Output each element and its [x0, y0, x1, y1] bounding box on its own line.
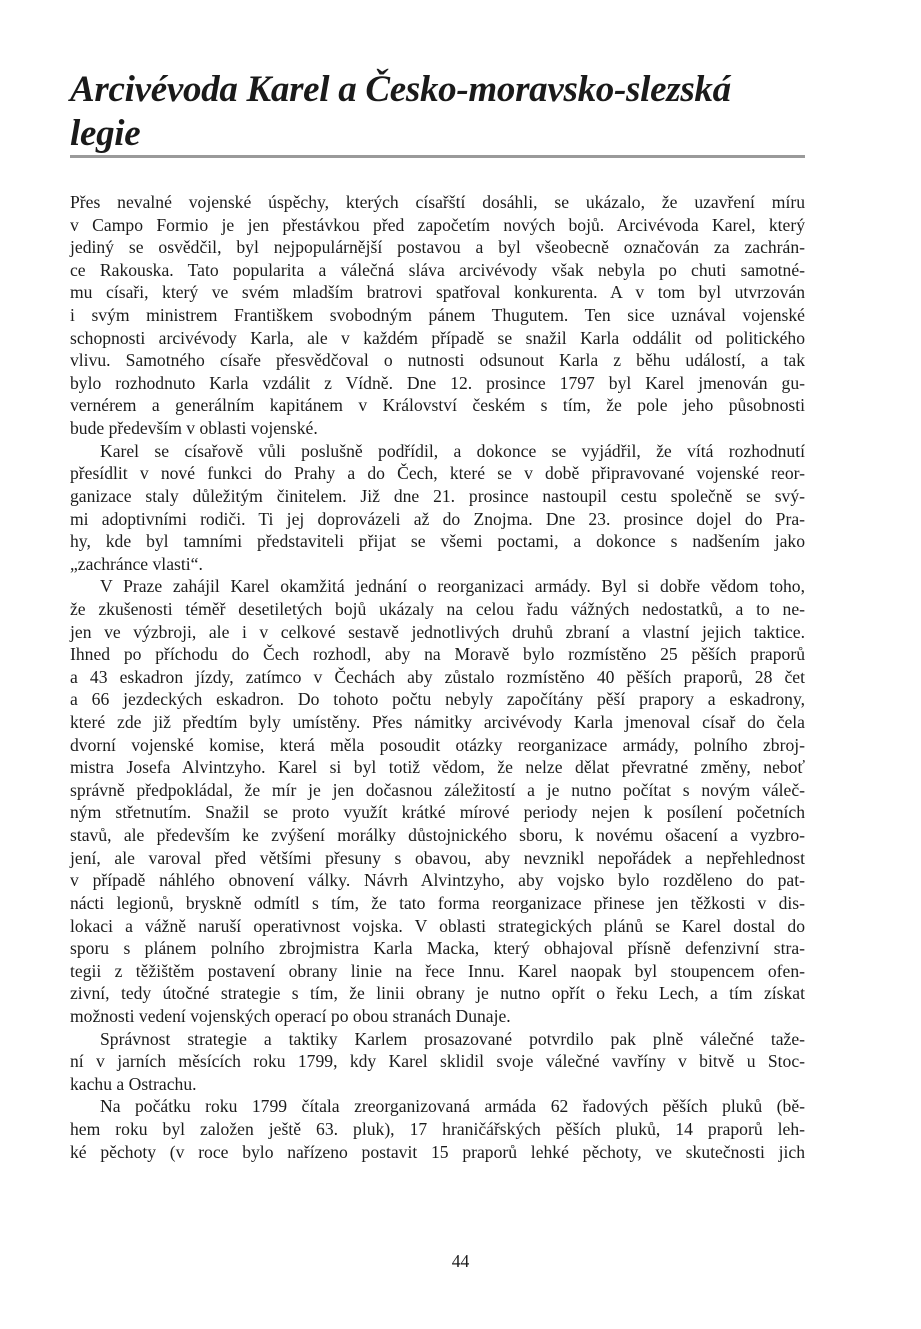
paragraph — [70, 1095, 805, 1163]
text-line: správně předpokládal, že mír je jen dočasnou záležitostí a je nutno počítat s novým váleč- — [70, 779, 805, 800]
text-line: vlivu. Samotného císaře přesvědčoval o nutnosti odsunout Karla z běhu událostí, a tak — [70, 350, 805, 371]
text-line: v případě náhlého obnovení války. Návrh Alvintzyho, aby vojsko bylo rozděleno do pat- — [70, 870, 805, 891]
text-line: že zkušenosti téměř desetiletých bojů ukázaly na celou řadu vážných nedostatků, a to ne- — [70, 598, 805, 619]
text-line: mi adoptivními rodiči. Ti jej doprovázeli až do Znojma. Dne 23. prosince dojel do Pra- — [70, 508, 805, 529]
paragraph — [70, 575, 805, 1027]
chapter-title — [70, 68, 810, 156]
chapter-title-line: Arcivévoda Karel a Česko-moravsko-slezská — [70, 69, 731, 110]
text-line: Přes nevalné vojenské úspěchy, kterých císařští dosáhli, se ukázalo, že uzavření míru — [70, 192, 805, 212]
text-line: ným střetnutím. Snažil se proto využít krátké mírové periody nejen k posílení početních — [70, 802, 805, 823]
text-line: nácti legionů, bryskně odmítl s tím, že tato forma reorganizace přinese jen těžkosti v dis- — [70, 892, 805, 913]
text-line: Ihned po příchodu do Čech rozhodl, aby na Moravě bylo rozmístěno 25 pěších praporů — [70, 644, 805, 665]
text-line: stavů, ale především ke zvýšení morálky důstojnického sboru, k novému ošacení a vyzbro- — [70, 825, 805, 846]
text-line: lokaci a vážně naruší operativnost vojska. V oblasti strategických plánů se Karel dostal do — [70, 915, 805, 936]
text-line: vernérem a generálním kapitánem v Království českém s tím, že pole jeho působnosti — [70, 395, 805, 416]
text-line: Správnost strategie a taktiky Karlem prosazované potvrdilo pak plně válečné taže- — [100, 1028, 805, 1049]
text-line: V Praze zahájil Karel okamžitá jednání o reorganizaci armády. Byl si dobře vědom toho, — [100, 576, 805, 597]
text-line: Karel se císařově vůli poslušně podřídil, a dokonce se vyjádřil, že vítá rozhodnutí — [100, 440, 805, 461]
title-underline-divider — [70, 155, 805, 158]
text-line: přesídlit v nové funkci do Prahy a do Čech, které se v době připravované vojenské reor- — [70, 463, 805, 484]
page-number: 44 — [451, 1251, 470, 1271]
text-line: hem roku byl založen ještě 63. pluk), 17 hraničářských pěších pluků, 14 praporů leh- — [70, 1118, 805, 1139]
text-line: mu císaři, který ve svém mladším bratrovi spatřoval konkurenta. A v tom byl utvrzován — [70, 282, 805, 303]
body-text — [70, 191, 805, 1163]
text-line: bylo rozhodnuto Karla vzdálit z Vídně. Dne 12. prosince 1797 byl Karel jmenován gu- — [70, 372, 805, 393]
text-line: možnosti vedení vojenských operací po obou stranách Dunaje. — [70, 1005, 511, 1026]
paragraph — [70, 191, 805, 440]
text-line: ganizace staly důležitým činitelem. Již dne 21. prosince nastoupil cestu společně se svý- — [70, 485, 805, 506]
text-line: mistra Josefa Alvintzyho. Karel si byl totiž vědom, že nelze dělat převratné změny, neboť — [70, 757, 805, 778]
text-line: které zde již předtím byly umístěny. Přes námitky arcivévody Karla jmenoval císař do čela — [70, 712, 805, 733]
paragraph — [70, 1028, 805, 1096]
text-line: ké pěchoty (v roce bylo nařízeno postavit 15 praporů lehké pěchoty, ve skutečnosti jich — [70, 1141, 805, 1162]
paragraph — [70, 440, 805, 576]
text-line: tegii z těžištěm postavení obrany linie na řece Innu. Karel naopak byl stoupencem ofen- — [70, 960, 805, 981]
text-line: ní v jarních měsících roku 1799, kdy Karel sklidil svoje válečné vavříny v bitvě u Stoc- — [70, 1051, 805, 1072]
text-line: Na počátku roku 1799 čítala zreorganizovaná armáda 62 řadových pěších pluků (bě- — [100, 1096, 805, 1117]
text-line: ce Rakouska. Tato popularita a válečná sláva arcivévody však nebyla po chuti samotné- — [70, 259, 805, 280]
text-line: jen ve výzbroji, ale i v celkové sestavě jednotlivých druhů zbraní a vlastní jejich taktice. — [70, 621, 805, 642]
text-line: hy, kde byl tamními představiteli přijat se všemi poctami, a dokonce s nadšením jako — [70, 531, 805, 552]
text-line: a 66 jezdeckých eskadron. Do tohoto počtu nebyly započítány pěší prapory a eskadrony, — [70, 689, 805, 710]
text-line: jení, ale varoval před většími přesuny s obavou, aby nevznikl nepořádek a nepřehlednost — [70, 847, 805, 868]
text-line: sporu s plánem polního zbrojmistra Karla Macka, který obhajoval přísně defenzivní stra- — [70, 938, 805, 959]
text-line: v Campo Formio je jen přestávkou před započetím nových bojů. Arcivévoda Karel, který — [70, 214, 805, 235]
text-line: jediný se osvědčil, byl nejpopulárnější postavou a byl všeobecně označován za zachrán- — [70, 237, 805, 258]
text-line: schopnosti arcivévody Karla, ale v každém případě se snažil Karla oddálit od politického — [70, 327, 805, 348]
text-line: kachu a Ostrachu. — [70, 1073, 197, 1094]
text-line: bude především v oblasti vojenské. — [70, 418, 318, 439]
text-line: a 43 eskadron jízdy, zatímco v Čechách aby zůstalo rozmístěno 40 pěších praporů, 28 čet — [70, 666, 805, 687]
text-line: „zachránce vlasti“. — [70, 553, 203, 574]
text-line: i svým ministrem Františkem svobodným pánem Thugutem. Ten sice uznával vojenské — [70, 305, 805, 326]
text-line: zivní, tedy útočné strategie s tím, že linii obrany je nutno opřít o řeku Lech, a tím získat — [70, 983, 805, 1004]
chapter-title-line: legie — [70, 113, 141, 154]
text-line: dvorní vojenské komise, která měla posoudit otázky reorganizace armády, polního zbroj- — [70, 734, 805, 755]
